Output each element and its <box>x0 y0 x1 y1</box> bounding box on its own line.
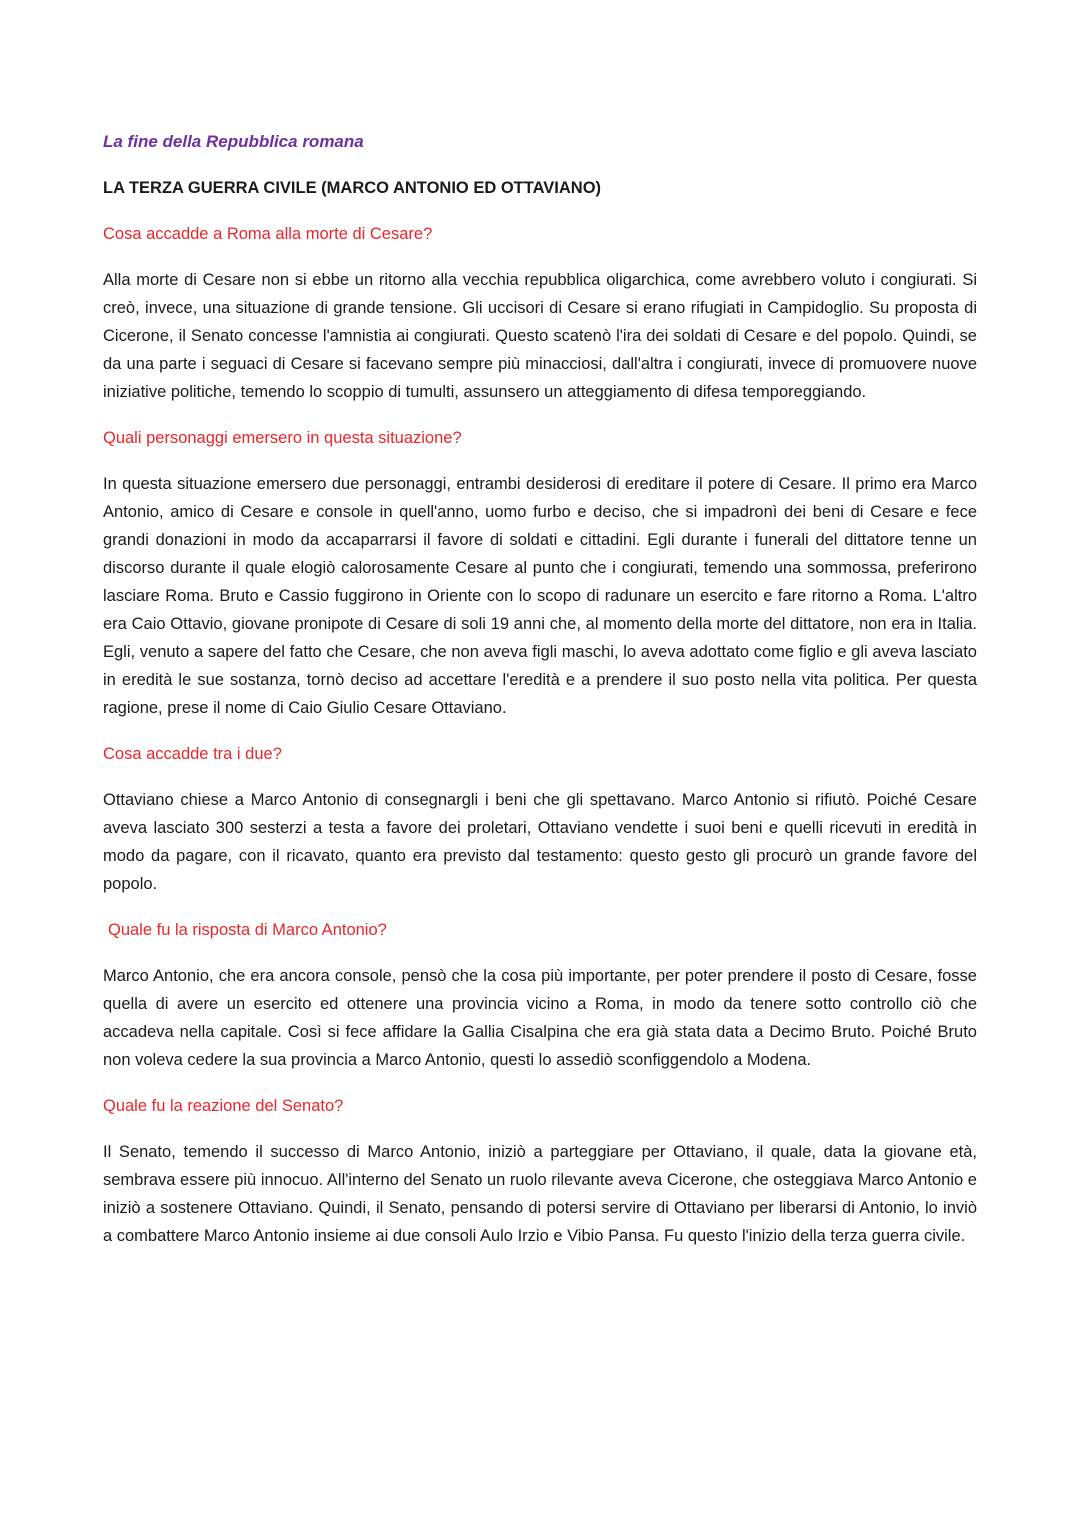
question-2: Quali personaggi emersero in questa situazione? <box>103 429 462 447</box>
answer-2: In questa situazione emersero due personaggi, entrambi desiderosi di ereditare il potere di Cesare. Il primo era Marco Antonio, amico di Cesare e console in quell'anno, uomo furbo e deciso, che si impadronì dei beni di Cesare e fece grandi donazioni in modo da accaparrarsi il favore di soldati e cittadini. Egli durante i funerali del dittatore tenne un discorso durante il quale elogiò calorosamente Cesare al punto che i congiurati, temendo una sommossa, preferirono lasciare Roma. Bruto e Cassio fuggirono in Oriente con lo scopo di radunare un esercito e fare ritorno a Roma. L'altro era Caio Ottavio, giovane pronipote di Cesare di soli 19 anni che, al momento della morte del dittatore, non era in Italia. Egli, venuto a sapere del fatto che Cesare, che non aveva figli maschi, lo aveva adottato come figlio e gli aveva lasciato in eredità le sue sostanza, tornò deciso ad accettare l'eredità e a prendere il suo posto nella vita politica. Per questa ragione, prese il nome di Caio Giulio Cesare Ottaviano. <box>103 475 977 717</box>
answer-5: Il Senato, temendo il successo di Marco Antonio, iniziò a parteggiare per Ottaviano, il quale, data la giovane età, sembrava essere più innocuo. All'interno del Senato un ruolo rilevante aveva Cicerone, che osteggiava Marco Antonio e iniziò a sostenere Ottaviano. Quindi, il Senato, pensando di potersi servire di Ottaviano per liberarsi di Antonio, lo inviò a combattere Marco Antonio insieme ai due consoli Aulo Irzio e Vibio Pansa. Fu questo l'inizio della terza guerra civile. <box>103 1143 977 1245</box>
answer-4: Marco Antonio, che era ancora console, pensò che la cosa più importante, per poter prendere il posto di Cesare, fosse quella di avere un esercito ed ottenere una provincia vicino a Roma, in modo da tenere sotto controllo ciò che accadeva nella capitale. Così si fece affidare la Gallia Cisalpina che era già stata data a Decimo Bruto. Poiché Bruto non voleva cedere la sua provincia a Marco Antonio, questi lo assediò sconfiggendolo a Modena. <box>103 967 977 1069</box>
question-4: Quale fu la risposta di Marco Antonio? <box>108 921 387 939</box>
question-3: Cosa accadde tra i due? <box>103 745 282 763</box>
document-page <box>103 128 977 1268</box>
subject-heading: La fine della Repubblica romana <box>103 132 364 151</box>
question-5: Quale fu la reazione del Senato? <box>103 1097 344 1115</box>
question-1: Cosa accadde a Roma alla morte di Cesare? <box>103 225 433 243</box>
section-title: LA TERZA GUERRA CIVILE (MARCO ANTONIO ED OTTAVIANO) <box>103 179 602 197</box>
answer-3: Ottaviano chiese a Marco Antonio di consegnargli i beni che gli spettavano. Marco Antonio si rifiutò. Poiché Cesare aveva lasciato 300 sesterzi a testa a favore dei proletari, Ottaviano vendette i suoi beni e quelli ricevuti in eredità in modo da pagare, con il ricavato, quanto era previsto dal testamento: questo gesto gli procurò un grande favore del popolo. <box>103 791 977 893</box>
answer-1: Alla morte di Cesare non si ebbe un ritorno alla vecchia repubblica oligarchica, come avrebbero voluto i congiurati. Si creò, invece, una situazione di grande tensione. Gli uccisori di Cesare si erano rifugiati in Campidoglio. Su proposta di Cicerone, il Senato concesse l'amnistia ai congiurati. Questo scatenò l'ira dei soldati di Cesare e del popolo. Quindi, se da una parte i seguaci di Cesare si facevano sempre più minacciosi, dall'altra i congiurati, invece di promuovere nuove iniziative politiche, temendo lo scoppio di tumulti, assunsero un atteggiamento di difesa temporeggiando. <box>103 271 977 401</box>
